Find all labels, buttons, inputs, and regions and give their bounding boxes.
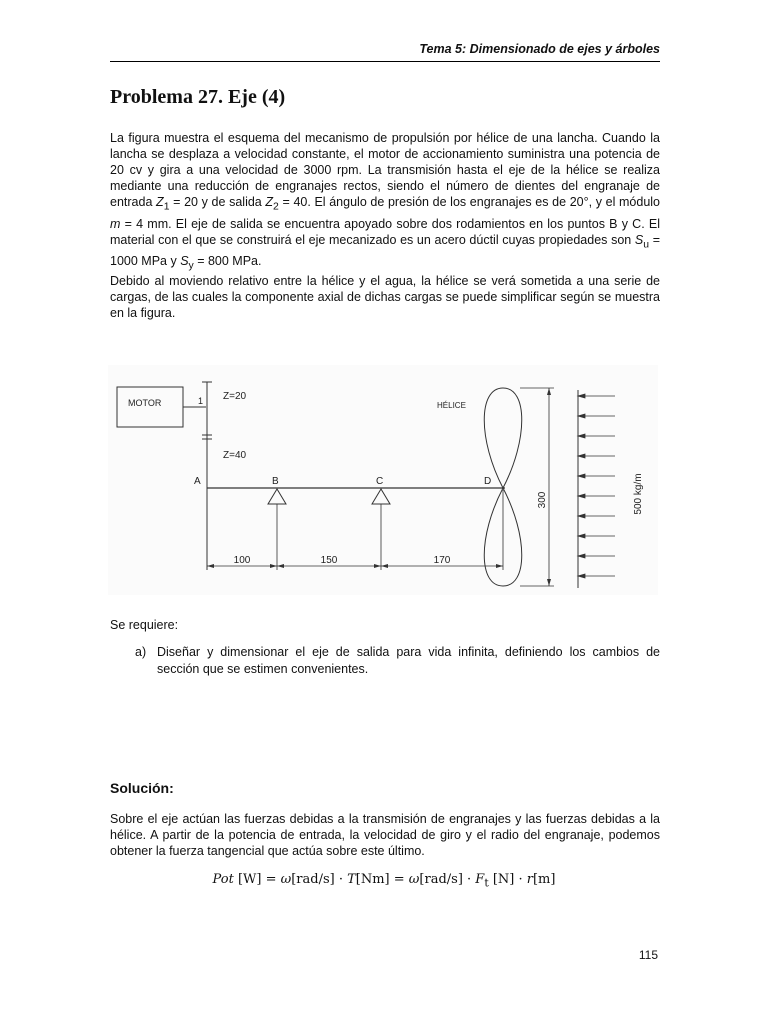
solution-heading: Solución: [110,780,174,796]
point-d-label: D [484,476,492,487]
running-header: Tema 5: Dimensionado de ejes y árboles [110,40,660,62]
solution-paragraph: Sobre el eje actúan las fuerzas debidas a la transmisión de engranajes y las fuerzas debidas a la hélice. A partir de la potencia de entrada, la velocidad de giro y el radio del engranaje, podemos obtener la fuerza tangencial que actúa sobre este último. [110,812,660,858]
dim-100-label: 100 [233,555,251,566]
required-intro: Se requiere: [110,618,179,632]
point-a-label: A [194,476,201,487]
problem-title: Problema 27. Eje (4) [110,86,286,108]
z20-label: Z=20 [223,391,247,402]
power-formula: Pot $[W] = \omega[rad/s] \cdot T[Nm] = \omega[rad/s] \cdot F_t$ [N] · r[m] [212,872,556,890]
load-label: 500 kg/m [633,473,644,515]
intro-paragraph-1: La figura muestra el esquema del mecanismo de propulsión por hélice de una lancha. Cuando la lancha se desplaza a velocidad constante, el motor de accionamiento suministra una potencia de 20 cv y gira a una velocidad de 3000 rpm. La transmisión hasta el eje de la hélice se realiza mediante una reducción de engranajes rectos, siendo el número de dientes del engranaje de entrada $Z_1 = 20$ y de salida $Z_2 = 40$. El ángulo de presión de los engranajes es de 20°, y el módulo m = 4 mm. El eje de salida se encuentra apoyado sobre dos rodamientos en los puntos B y C. El material con el que se construirá el eje mecanizado es un acero dúctil cuyas propiedades son $S_u = 1000$ MPa y $S_y = 800$ MPa. [110,131,661,272]
dim-150-label: 150 [320,555,338,566]
requirement-label: a) [135,645,147,659]
dim-300-label: 300 [537,491,548,509]
z40-label: Z=40 [223,450,247,461]
helice-label: HÉLICE [437,401,466,410]
requirement-item [135,644,660,678]
point-c-label: C [376,476,384,487]
dim-170-label: 170 [433,555,451,566]
requirement-text: Diseñar y dimensionar el eje de salida para vida infinita, definiendo los cambios de sección que se estimen convenientes. [157,645,660,676]
requirements-list [135,644,660,678]
gear1-label: 1 [198,396,204,406]
point-b-label: B [272,476,279,487]
motor-label: MOTOR [128,398,162,408]
intro-paragraph-2: Debido al moviendo relativo entre la hélice y el agua, la hélice se verá sometida a una serie de cargas, de las cuales la componente axial de dichas cargas se puede simplificar según se muestra en la figura. [110,274,660,320]
page-number: 115 [638,948,658,962]
